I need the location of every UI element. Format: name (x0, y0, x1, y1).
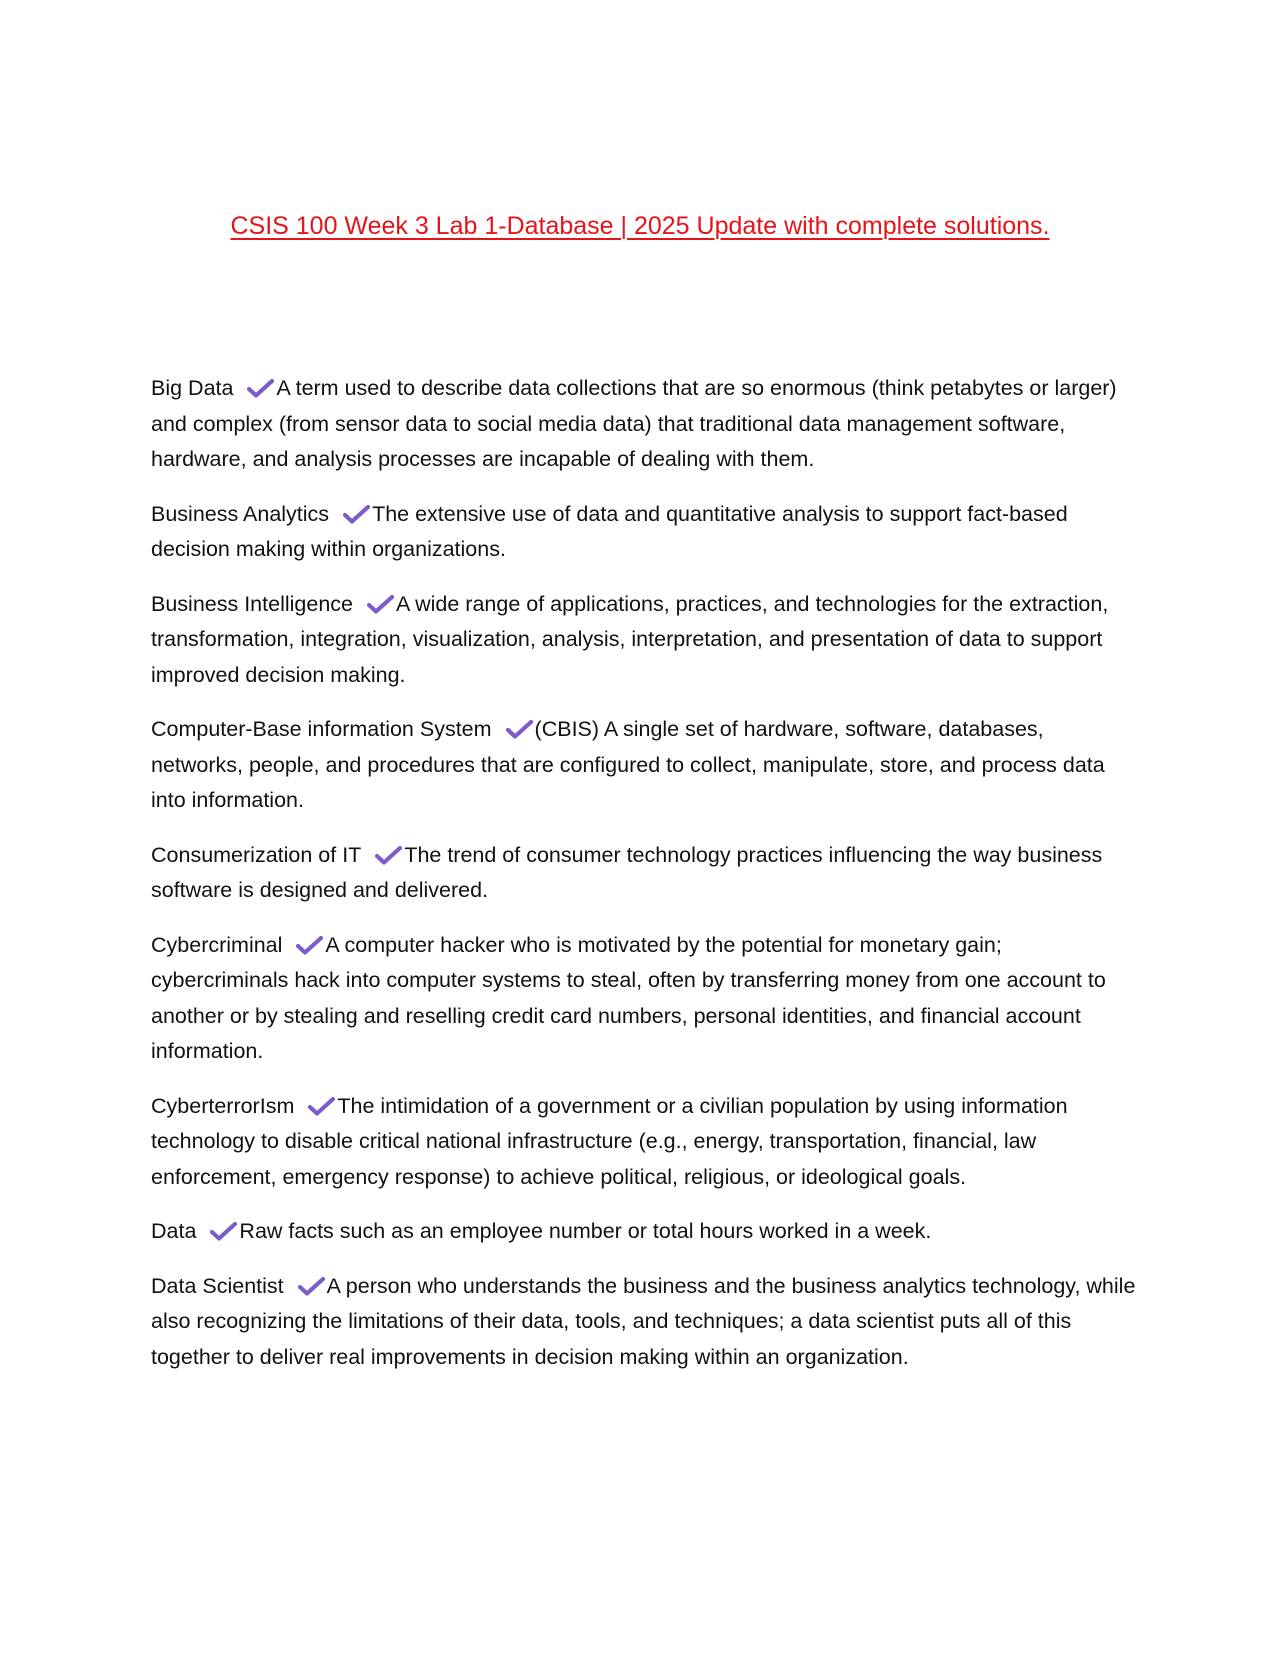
entry-definition: The extensive use of data and quantitative analysis to support fact-based decision making within organizations. (151, 501, 1068, 561)
entry-definition: (CBIS) A single set of hardware, software, databases, networks, people, and procedures that are configured to collect, manipulate, store, and process data into information. (151, 717, 1105, 812)
glossary-entry (151, 928, 1141, 1070)
checkmark-icon (367, 594, 394, 614)
checkmark-icon (247, 378, 274, 398)
entry-term: CyberterrorIsm (151, 1093, 295, 1118)
glossary-entry (151, 1089, 1141, 1196)
entry-term: Business Intelligence (151, 591, 353, 616)
entry-term: Business Analytics (151, 501, 330, 526)
checkmark-icon (210, 1221, 237, 1241)
glossary-entry (151, 838, 1141, 909)
entry-definition: A wide range of applications, practices, and technologies for the extraction, transformation, integration, visualization, analysis, interpretation, and presentation of data to support improved decision making. (151, 591, 1109, 687)
checkmark-icon (308, 1096, 335, 1116)
glossary-entry (151, 712, 1141, 819)
glossary-entry (151, 371, 1141, 478)
entry-definition: Raw facts such as an employee number or total hours worked in a week. (239, 1219, 932, 1243)
glossary-entry (151, 1214, 1141, 1250)
entry-definition: The trend of consumer technology practices influencing the way business software is designed and delivered. (151, 842, 1103, 902)
checkmark-icon (506, 719, 533, 739)
glossary-entry (151, 587, 1141, 694)
entry-term: Computer-Base information System (151, 717, 492, 741)
entry-term: Big Data (151, 376, 234, 400)
entry-definition: The intimidation of a government or a civilian population by using information technology to disable critical national infrastructure (e.g., energy, transportation, financial, law enforcement, emergency response) to achieve political, religious, or ideological goals. (151, 1093, 1068, 1189)
entry-term: Cybercriminal (151, 932, 283, 957)
checkmark-icon (343, 504, 370, 524)
entry-definition: A person who understands the business and the business analytics technology, while also recognizing the limitations of their data, tools, and techniques; a data scientist puts all of this together to deliver real improvements in decision making within an organization. (151, 1273, 1136, 1369)
glossary-list (151, 371, 1141, 1394)
entry-term: Consumerization of IT (151, 842, 362, 867)
entry-definition: A term used to describe data collections that are so enormous (think petabytes or larger) and complex (from sensor data to social media data) that traditional data management software, hardware, and analysis processes are incapable of dealing with them. (151, 376, 1117, 471)
checkmark-icon (298, 1276, 325, 1296)
checkmark-icon (296, 935, 323, 955)
checkmark-icon (375, 845, 402, 865)
page-title: CSIS 100 Week 3 Lab 1-Database | 2025 Update with complete solutions. (230, 212, 1050, 240)
entry-term: Data (151, 1219, 197, 1243)
entry-definition: A computer hacker who is motivated by the potential for monetary gain; cybercriminals hack into computer systems to steal, often by transferring money from one account to another or by stealing and reselling credit card numbers, personal identities, and financial account information. (151, 932, 1106, 1063)
glossary-entry (151, 1269, 1141, 1376)
glossary-entry (151, 497, 1141, 568)
entry-term: Data Scientist (151, 1273, 284, 1298)
